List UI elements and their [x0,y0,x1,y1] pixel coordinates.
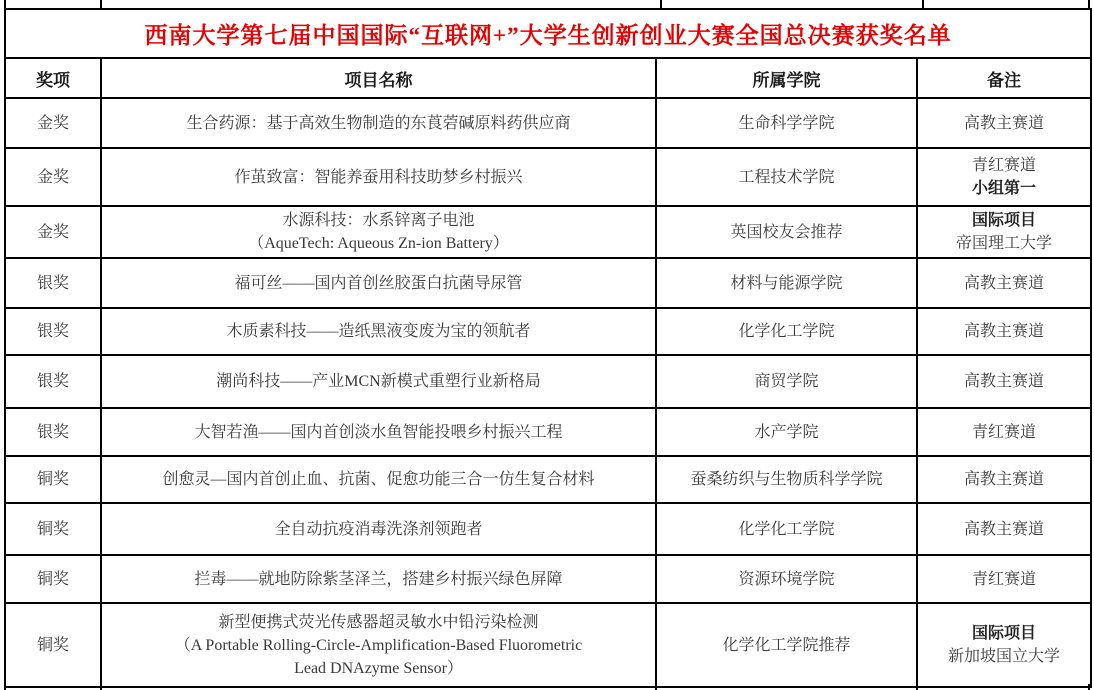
project-name-cell [101,503,656,555]
remark-line: 青红赛道 [972,423,1037,441]
remark-line: 国际项目 [972,625,1037,642]
project-name-line: 大智若渔——国内首创淡水鱼智能投喂乡村振兴工程 [194,423,563,441]
table-row [5,408,1091,456]
award-cell: 金奖 [5,98,101,148]
college-cell: 生命科学学院 [656,98,917,148]
project-name-line: 新型便携式荧光传感器超灵敏水中铅污染检测 [218,613,539,631]
awards-table [4,8,1092,688]
project-name-line: （AqueTech: Aqueous Zn-ion Battery） [248,235,509,252]
remark-line: 高教主赛道 [964,274,1045,292]
column-header-remark: 备注 [917,58,1091,98]
table-header-row [5,58,1091,98]
column-header-award: 奖项 [5,58,101,98]
award-cell: 铜奖 [5,603,101,687]
award-cell: 铜奖 [5,555,101,603]
table-row [5,555,1091,603]
project-name-cell [101,206,656,258]
project-name-cell [101,408,656,456]
remark-cell [917,408,1091,456]
award-cell: 银奖 [5,308,101,355]
remark-cell [917,555,1091,603]
remark-cell [917,98,1091,148]
project-name-cell [101,603,656,687]
award-cell: 金奖 [5,206,101,258]
remark-line: 高教主赛道 [964,323,1045,340]
remark-line: 高教主赛道 [964,114,1045,132]
project-name-line: 潮尚科技——产业MCN新模式重塑行业新格局 [216,373,541,390]
table-row [5,603,1091,687]
award-cell: 金奖 [5,148,101,206]
project-name-cell [101,555,656,603]
award-cell: 银奖 [5,258,101,308]
table-edge-stub [922,0,924,8]
table-row [5,456,1091,503]
remark-line: 帝国理工大学 [956,235,1053,252]
college-cell: 化学化工学院 [656,308,917,355]
remark-cell [917,355,1091,408]
project-name-line: 创愈灵—国内首创止血、抗菌、促愈功能三合一仿生复合材料 [162,471,595,488]
remark-line: 国际项目 [972,212,1037,229]
project-name-line: 拦毒——就地防除紫茎泽兰，搭建乡村振兴绿色屏障 [194,570,563,588]
remark-cell [917,603,1091,687]
project-name-cell [101,98,656,148]
table-title-row [5,9,1091,58]
college-cell: 材料与能源学院 [656,258,917,308]
project-name-cell [101,355,656,408]
table-edge-stub [4,0,6,8]
project-name-cell [101,148,656,206]
project-name-line: （A Portable Rolling-Circle-Amplification-Based Fluorometric [174,636,583,654]
table-row [5,148,1091,206]
table-row [5,503,1091,555]
remark-cell [917,206,1091,258]
remark-cell [917,503,1091,555]
project-name-cell [101,456,656,503]
remark-line: 小组第一 [972,180,1037,197]
table-edge-stub [100,0,102,8]
award-cell: 银奖 [5,355,101,408]
remark-cell [917,456,1091,503]
remark-line: 新加坡国立大学 [948,648,1061,665]
college-cell: 商贸学院 [656,355,917,408]
college-cell: 资源环境学院 [656,555,917,603]
college-cell: 水产学院 [656,408,917,456]
table-row [5,308,1091,355]
award-cell: 银奖 [5,408,101,456]
column-header-project: 项目名称 [101,58,656,98]
college-cell: 工程技术学院 [656,148,917,206]
table-edge-stub [1088,0,1090,8]
project-name-cell [101,258,656,308]
page-title-text: 西南大学第七届中国国际“互联网+”大学生创新创业大赛全国总决赛获奖名单 [144,23,952,48]
project-name-line: Lead DNAzyme Sensor） [294,659,463,677]
award-cell: 铜奖 [5,456,101,503]
remark-line: 高教主赛道 [964,520,1045,538]
project-name-line: 福可丝——国内首创丝胶蛋白抗菌导尿管 [234,274,523,292]
table-row [5,355,1091,408]
remark-cell [917,308,1091,355]
page-title [5,9,1091,58]
college-cell: 化学化工学院推荐 [656,603,917,687]
remark-line: 高教主赛道 [964,373,1045,390]
remark-line: 青红赛道 [972,570,1037,588]
project-name-line: 木质素科技——造纸黑液变废为宝的领航者 [226,323,531,340]
award-cell: 铜奖 [5,503,101,555]
table-row [5,98,1091,148]
project-name-cell [101,308,656,355]
table-row [5,206,1091,258]
project-name-line: 作茧致富：智能养蚕用科技助梦乡村振兴 [234,168,523,186]
college-cell: 化学化工学院 [656,503,917,555]
awards-table-body [5,98,1091,687]
project-name-line: 生合药源：基于高效生物制造的东莨菪碱原料药供应商 [186,114,571,132]
project-name-line: 水源科技：水系锌离子电池 [282,212,475,229]
remark-cell [917,258,1091,308]
table-edge-stub [660,0,662,8]
column-header-college: 所属学院 [656,58,917,98]
college-cell: 蚕桑纺织与生物质科学学院 [656,456,917,503]
remark-line: 青红赛道 [972,157,1037,174]
table-row [5,258,1091,308]
remark-line: 高教主赛道 [964,471,1045,488]
remark-cell [917,148,1091,206]
project-name-line: 全自动抗疫消毒洗涤剂领跑者 [274,520,483,538]
college-cell: 英国校友会推荐 [656,206,917,258]
